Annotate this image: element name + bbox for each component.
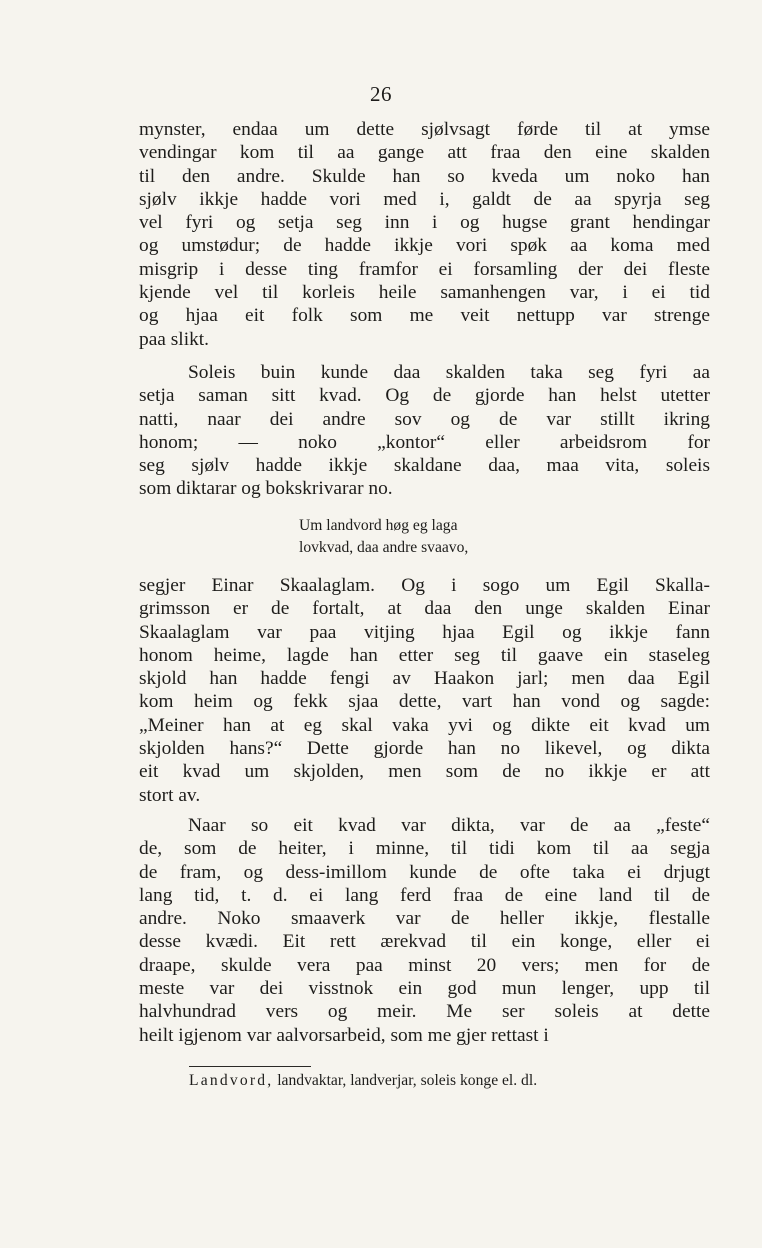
footnote-rule (189, 1066, 311, 1067)
text-line: skjold han hadde fengi av Haakon jarl; men daa Egil (139, 668, 710, 690)
text-line: de fram, og dess-imillom kunde de ofte taka ei drjugt (139, 861, 710, 883)
text-line: seg sjølv hadde ikkje skaldane daa, maa vita, soleis (139, 455, 710, 477)
paragraph-1 (139, 118, 710, 351)
text-line: paa slikt. (139, 328, 210, 350)
text-line: vendingar kom til aa gange att fraa den eine skalden (139, 142, 710, 164)
text-line: honom heime, lagde han etter seg til gaave ein staseleg (139, 644, 710, 666)
text-line: som diktarar og bokskrivarar no. (139, 478, 393, 500)
verse-quote (299, 515, 559, 559)
text-line: meste var dei visstnok ein god mun lenger, upp til (139, 978, 710, 1000)
text-line: honom; — noko „kontor“ eller arbeidsrom for (139, 431, 710, 453)
text-line: kjende vel til korleis heile samanhengen var, i ei tid (139, 282, 710, 304)
text-line: eit kvad um skjolden, men som de no ikkje er att (139, 761, 710, 783)
text-line: misgrip i desse ting framfor ei forsamling der dei fleste (139, 258, 710, 280)
verse-line: lovkvad, daa andre svaavo, (299, 539, 469, 556)
text-line: Naar so eit kvad var dikta, var de aa „feste“ (188, 815, 710, 836)
text-line: Soleis buin kunde daa skalden taka seg fyri aa (188, 362, 710, 383)
text-line: vel fyri og setja seg inn i og hugse grant hendingar (139, 212, 710, 234)
text-line: andre. Noko smaaverk var de heller ikkje, flestalle (139, 908, 710, 930)
text-line: draape, skulde vera paa minst 20 vers; men for de (139, 954, 710, 976)
text-line: segjer Einar Skaalaglam. Og i sogo um Egil Skalla- (139, 575, 710, 596)
text-line: kom heim og fekk sjaa dette, vart han vond og sagde: (139, 691, 710, 713)
text-line: grimsson er de fortalt, at daa den unge skalden Einar (139, 598, 710, 620)
text-line: og umstødur; de hadde ikkje vori spøk aa koma med (139, 235, 710, 257)
text-line: og hjaa eit folk som me veit nettupp var strenge (139, 305, 710, 327)
text-line: desse kvædi. Eit rett ærekvad til ein konge, eller ei (139, 931, 710, 953)
paragraph-2 (139, 361, 710, 501)
verse-line: Um landvord høg eg laga (299, 517, 458, 534)
text-line: stort av. (139, 784, 201, 806)
text-line: skjolden hans?“ Dette gjorde han no likevel, og dikta (139, 738, 710, 760)
text-line: halvhundrad vers og meir. Me ser soleis at dette (139, 1001, 710, 1023)
text-line: sjølv ikkje hadde vori med i, galdt de aa spyrja seg (139, 188, 710, 210)
text-line: mynster, endaa um dette sjølvsagt førde til at ymse (139, 119, 710, 140)
text-line: de, som de heiter, i minne, til tidi kom til aa segja (139, 838, 710, 860)
footnote-term: Landvord, (189, 1072, 274, 1089)
paragraph-3 (139, 574, 710, 807)
text-line: natti, naar dei andre sov og de var stillt ikring (139, 408, 710, 430)
text-line: heilt igjenom var aalvorsarbeid, som me gjer rettast i (139, 1024, 549, 1046)
footnote-text: landvaktar, landverjar, soleis konge el. dl. (273, 1072, 538, 1089)
text-line: Skaalaglam var paa vitjing hjaa Egil og ikkje fann (139, 621, 710, 643)
text-line: til den andre. Skulde han so kveda um noko han (139, 165, 710, 187)
text-line: „Meiner han at eg skal vaka yvi og dikte eit kvad um (139, 714, 710, 736)
paragraph-4 (139, 814, 710, 1047)
page-number: 26 (370, 82, 392, 106)
text-line: lang tid, t. d. ei lang ferd fraa de eine land til de (139, 884, 710, 906)
text-line: setja saman sitt kvad. Og de gjorde han helst utetter (139, 385, 710, 407)
footnote (189, 1072, 537, 1090)
